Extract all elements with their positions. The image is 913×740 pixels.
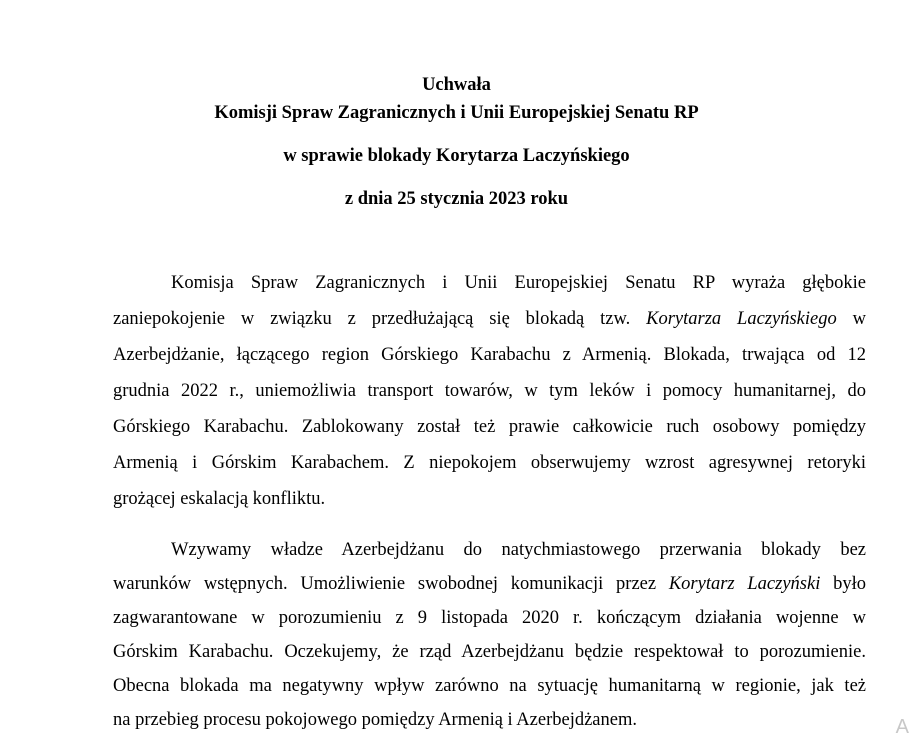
text-run: zaniepokojenie w związku z przedłużającą się blokadą tzw.: [113, 309, 647, 329]
cropped-edge-glyph: A: [895, 716, 909, 738]
italic-corridor-name: Korytarz Laczyński: [668, 574, 821, 594]
paragraph-2-line-3: zagwarantowane w porozumieniu z 9 listopada 2020 r. kończącym działania wojenne w: [113, 608, 866, 628]
paragraph-1-line-3: Azerbejdżanie, łączącego region Górskiego Karabachu z Armenią. Blokada, trwająca od 12: [113, 345, 866, 365]
paragraph-1-line-7: grożącej eskalacją konfliktu.: [113, 489, 326, 509]
text-run: w: [836, 309, 866, 329]
italic-corridor-name: Korytarza Laczyńskiego: [646, 309, 837, 329]
text-run: warunków wstępnych. Umożliwienie swobodnej komunikacji przez: [113, 574, 669, 594]
resolution-date: z dnia 25 stycznia 2023 roku: [344, 189, 569, 209]
paragraph-1-line-1: Komisja Spraw Zagranicznych i Unii Europejskiej Senatu RP wyraża głębokie: [171, 273, 866, 293]
text-run: było: [820, 574, 867, 594]
paragraph-2-line-2: [113, 573, 866, 595]
resolution-subject: w sprawie blokady Korytarza Laczyńskiego: [283, 146, 630, 166]
paragraph-2-line-6: na przebieg procesu pokojowego pomiędzy Armenią i Azerbejdżanem.: [113, 710, 637, 730]
paragraph-1-line-5: Górskiego Karabachu. Zablokowany został też prawie całkowicie ruch osobowy pomiędzy: [113, 417, 866, 437]
paragraph-2-line-4: Górskim Karabachu. Oczekujemy, że rząd Azerbejdżanu będzie respektował to porozumienie.: [113, 642, 866, 662]
resolution-title: Uchwała: [422, 75, 491, 95]
paragraph-2-line-1: Wzywamy władze Azerbejdżanu do natychmiastowego przerwania blokady bez: [171, 540, 866, 560]
paragraph-1-line-6: Armenią i Górskim Karabachem. Z niepokojem obserwujemy wzrost agresywnej retoryki: [113, 453, 866, 473]
committee-name: Komisji Spraw Zagranicznych i Unii Europejskiej Senatu RP: [214, 103, 699, 123]
paragraph-2-line-5: Obecna blokada ma negatywny wpływ zarówno na sytuację humanitarną w regionie, jak też: [113, 676, 866, 696]
paragraph-1-line-4: grudnia 2022 r., uniemożliwia transport towarów, w tym leków i pomocy humanitarnej, do: [113, 381, 866, 401]
paragraph-1-line-2: [113, 308, 866, 330]
